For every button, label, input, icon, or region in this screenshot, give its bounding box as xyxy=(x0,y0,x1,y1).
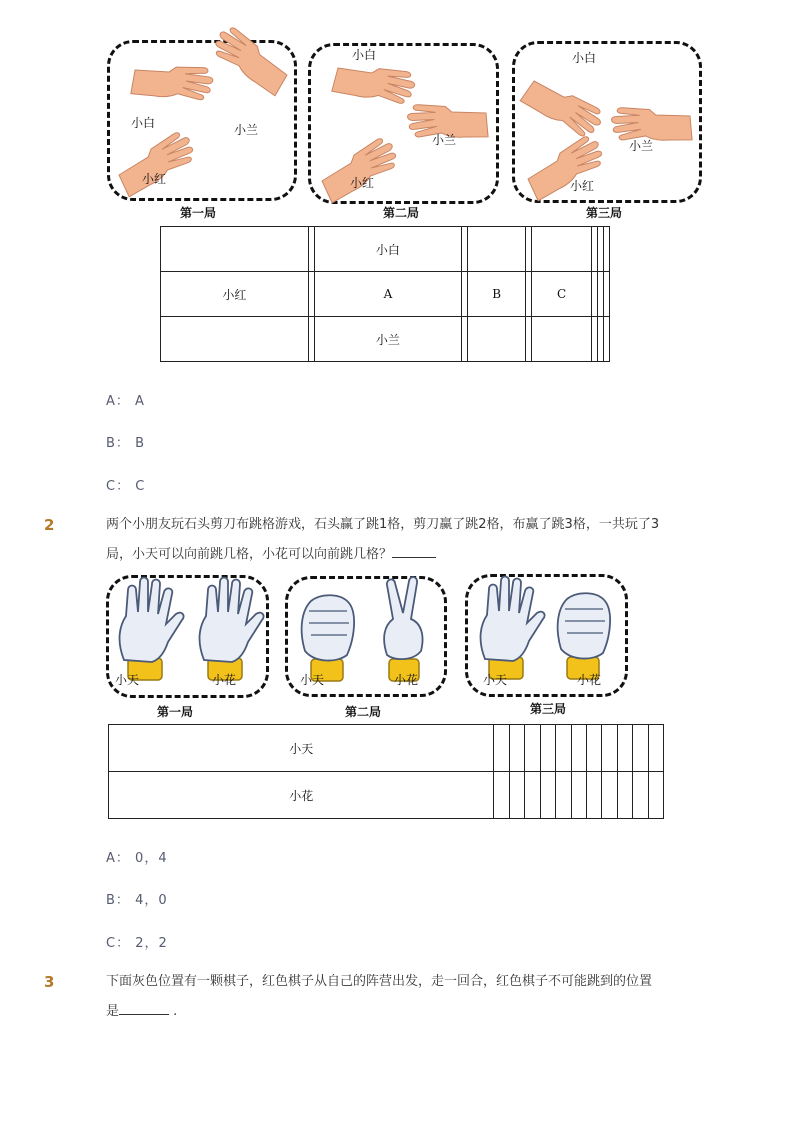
q1-grid xyxy=(160,226,610,362)
q1-r1-label-hong: 小红 xyxy=(142,172,167,186)
q2-r3-left: 小天 xyxy=(483,673,508,687)
q2-option-b[interactable]: B： 4，0 xyxy=(106,893,168,908)
q1-round2-caption: 第二局 xyxy=(383,206,420,220)
q2-number: 2 xyxy=(44,516,55,534)
q3-answer-blank[interactable] xyxy=(119,1014,169,1015)
q1-r3-label-hong: 小红 xyxy=(570,179,595,193)
q1-r3-label-lan: 小兰 xyxy=(629,139,654,153)
q1-r1-label-bai: 小白 xyxy=(131,116,156,130)
q3-question: 下面灰色位置有一颗棋子，红色棋子从自己的阵营出发，走一回合，红色棋子不可能跳到的位置 是 . xyxy=(106,967,726,1027)
q2-question xyxy=(106,510,726,570)
q1-grid-cell-c: C xyxy=(532,272,592,317)
q2-answer-blank[interactable] xyxy=(392,557,436,558)
q2-r3-right: 小花 xyxy=(577,673,602,687)
q2-text-line2: 局，小天可以向前跳几格，小花可以向前跳几格？ xyxy=(106,547,393,562)
q3-number: 3 xyxy=(44,973,55,991)
q2-round3-caption: 第三局 xyxy=(530,702,567,716)
q1-r3-label-bai: 小白 xyxy=(572,51,597,65)
q3-text-line1: 下面灰色位置有一颗棋子，红色棋子从自己的阵营出发，走一回合，红色棋子不可能跳到的位置 xyxy=(106,974,653,989)
q2-r1-left: 小天 xyxy=(115,673,140,687)
q2-r2-right: 小花 xyxy=(394,673,419,687)
q1-grid-lan: 小兰 xyxy=(314,317,462,362)
q1-option-b[interactable]: B： B xyxy=(106,436,145,451)
q2-r1-right: 小花 xyxy=(212,673,237,687)
q1-grid-bai: 小白 xyxy=(314,227,462,272)
q1-option-c[interactable]: C： C xyxy=(106,479,146,494)
q1-round1-caption: 第一局 xyxy=(180,206,217,220)
q1-grid-hong: 小红 xyxy=(161,272,309,317)
q2-grid-tian: 小天 xyxy=(109,725,494,772)
q1-r2-label-hong: 小红 xyxy=(350,176,375,190)
q1-grid-cell-a: A xyxy=(314,272,462,317)
q2-grid-hua: 小花 xyxy=(109,772,494,819)
q2-option-a[interactable]: A： 0，4 xyxy=(106,851,168,866)
q1-r2-label-lan: 小兰 xyxy=(432,133,457,147)
q1-r1-label-lan: 小兰 xyxy=(234,123,259,137)
q2-grid xyxy=(108,724,664,819)
q1-grid-cell-b: B xyxy=(468,272,526,317)
q1-round2-hands xyxy=(308,43,498,203)
q1-round3-hands xyxy=(512,41,702,201)
q2-r2-left: 小天 xyxy=(300,673,325,687)
q2-text-line1: 两个小朋友玩石头剪刀布跳格游戏，石头赢了跳1格，剪刀赢了跳2格，布赢了跳3格，一共玩了3 xyxy=(106,517,660,532)
q1-round3-caption: 第三局 xyxy=(586,206,623,220)
q1-option-a[interactable]: A： A xyxy=(106,394,145,409)
q2-round1-caption: 第一局 xyxy=(157,705,194,719)
q1-r2-label-bai: 小白 xyxy=(352,48,377,62)
q2-round2-caption: 第二局 xyxy=(345,705,382,719)
q2-option-c[interactable]: C： 2，2 xyxy=(106,936,168,951)
